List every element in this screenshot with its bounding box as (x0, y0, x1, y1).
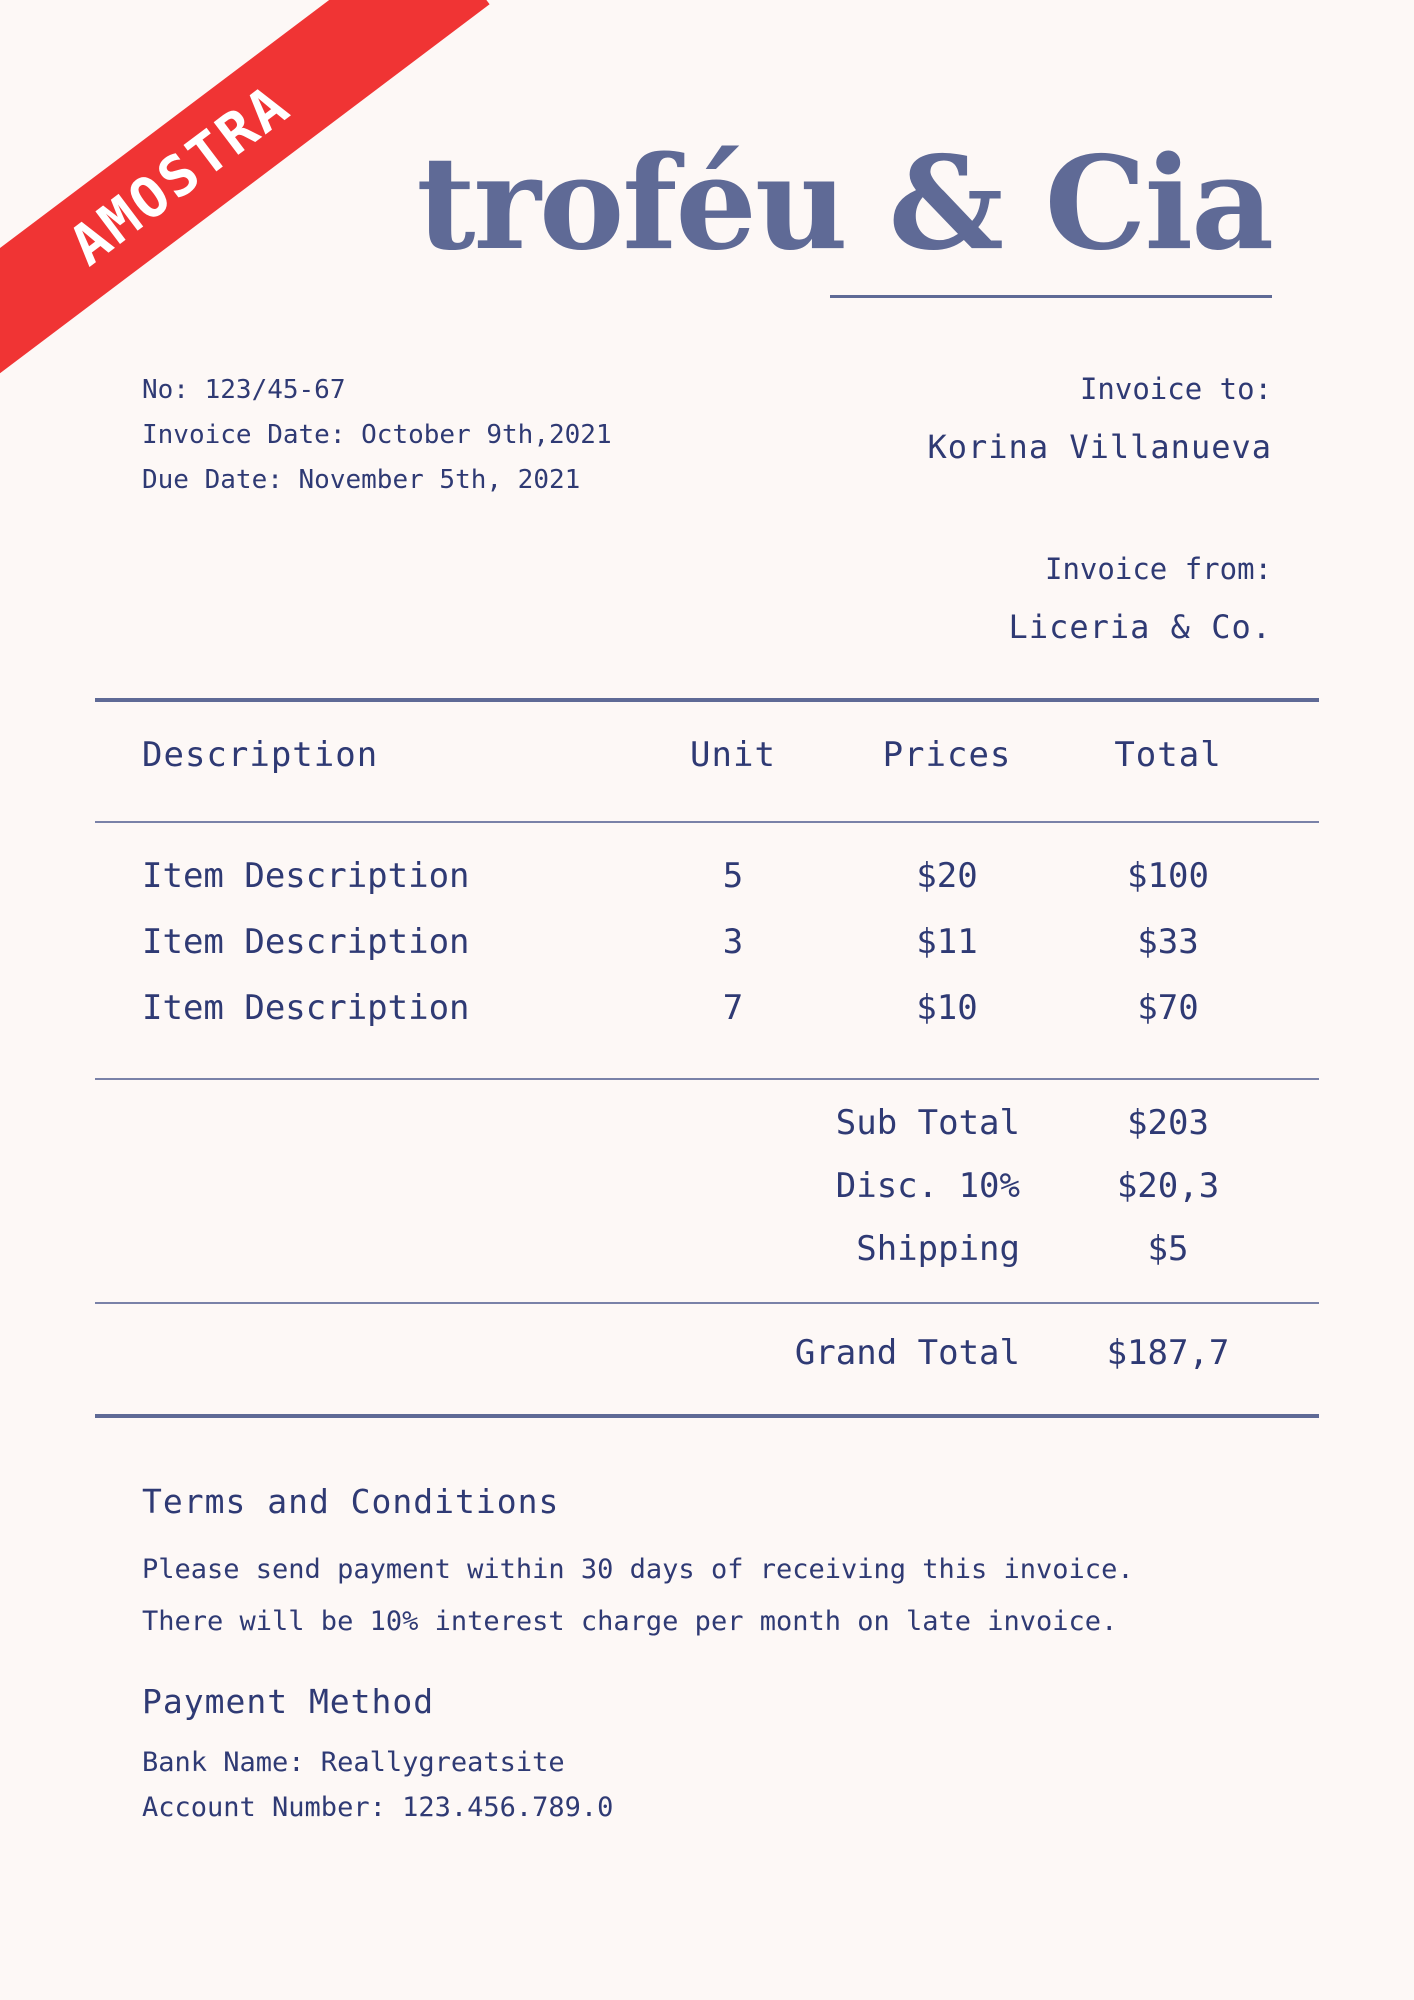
row-total: $100 (1127, 856, 1209, 896)
shipping-value: $5 (1147, 1229, 1189, 1269)
terms-line: Please send payment within 30 days of receiving this invoice. (142, 1554, 1134, 1585)
terms-title: Terms and Conditions (142, 1482, 560, 1521)
invoice-date: Invoice Date: October 9th,2021 (142, 420, 612, 450)
header-total: Total (1114, 735, 1222, 775)
row-unit: 7 (722, 988, 744, 1028)
payment-details (142, 1740, 613, 1830)
discount-label: Disc. 10% (835, 1166, 1020, 1206)
row-price: $20 (916, 856, 978, 896)
invoice-number: No: 123/45-67 (142, 375, 346, 405)
invoice-from-label: Invoice from: (1045, 552, 1272, 586)
header-prices: Prices (882, 735, 1012, 775)
invoice-to-name: Korina Villanueva (927, 428, 1272, 466)
grand-total-value: $187,7 (1106, 1333, 1230, 1373)
sample-watermark-text: AMOSTRA (57, 71, 303, 279)
row-unit: 3 (722, 922, 744, 962)
terms-text (142, 1544, 1134, 1648)
discount-value: $20,3 (1116, 1166, 1220, 1206)
summary-divider (95, 1302, 1319, 1304)
row-description: Item Description (142, 856, 470, 896)
row-total: $70 (1137, 988, 1199, 1028)
subtotal-value: $203 (1127, 1103, 1209, 1143)
row-unit: 5 (722, 856, 744, 896)
bank-name: Bank Name: Reallygreatsite (142, 1747, 565, 1778)
brand-title: troféu & Cia (416, 129, 1272, 279)
table-bottom-rule (95, 1414, 1319, 1418)
invoice-due-date: Due Date: November 5th, 2021 (142, 465, 581, 495)
invoice-meta (142, 368, 612, 503)
header-description: Description (142, 735, 379, 775)
invoice-from-name: Liceria & Co. (1008, 608, 1272, 646)
invoice-to-label: Invoice to: (1079, 372, 1272, 406)
grand-total-label: Grand Total (794, 1333, 1020, 1373)
row-price: $10 (916, 988, 978, 1028)
terms-line: There will be 10% interest charge per month on late invoice. (142, 1606, 1118, 1637)
row-description: Item Description (142, 922, 470, 962)
header-unit: Unit (690, 735, 776, 775)
table-top-rule (95, 698, 1319, 702)
items-divider (95, 1078, 1319, 1080)
row-total: $33 (1137, 922, 1199, 962)
brand-underline (830, 295, 1272, 298)
row-price: $11 (916, 922, 978, 962)
account-number: Account Number: 123.456.789.0 (142, 1792, 614, 1823)
header-divider (95, 821, 1319, 823)
row-description: Item Description (142, 988, 470, 1028)
shipping-label: Shipping (856, 1229, 1020, 1269)
payment-title: Payment Method (142, 1682, 435, 1721)
subtotal-label: Sub Total (835, 1103, 1020, 1143)
